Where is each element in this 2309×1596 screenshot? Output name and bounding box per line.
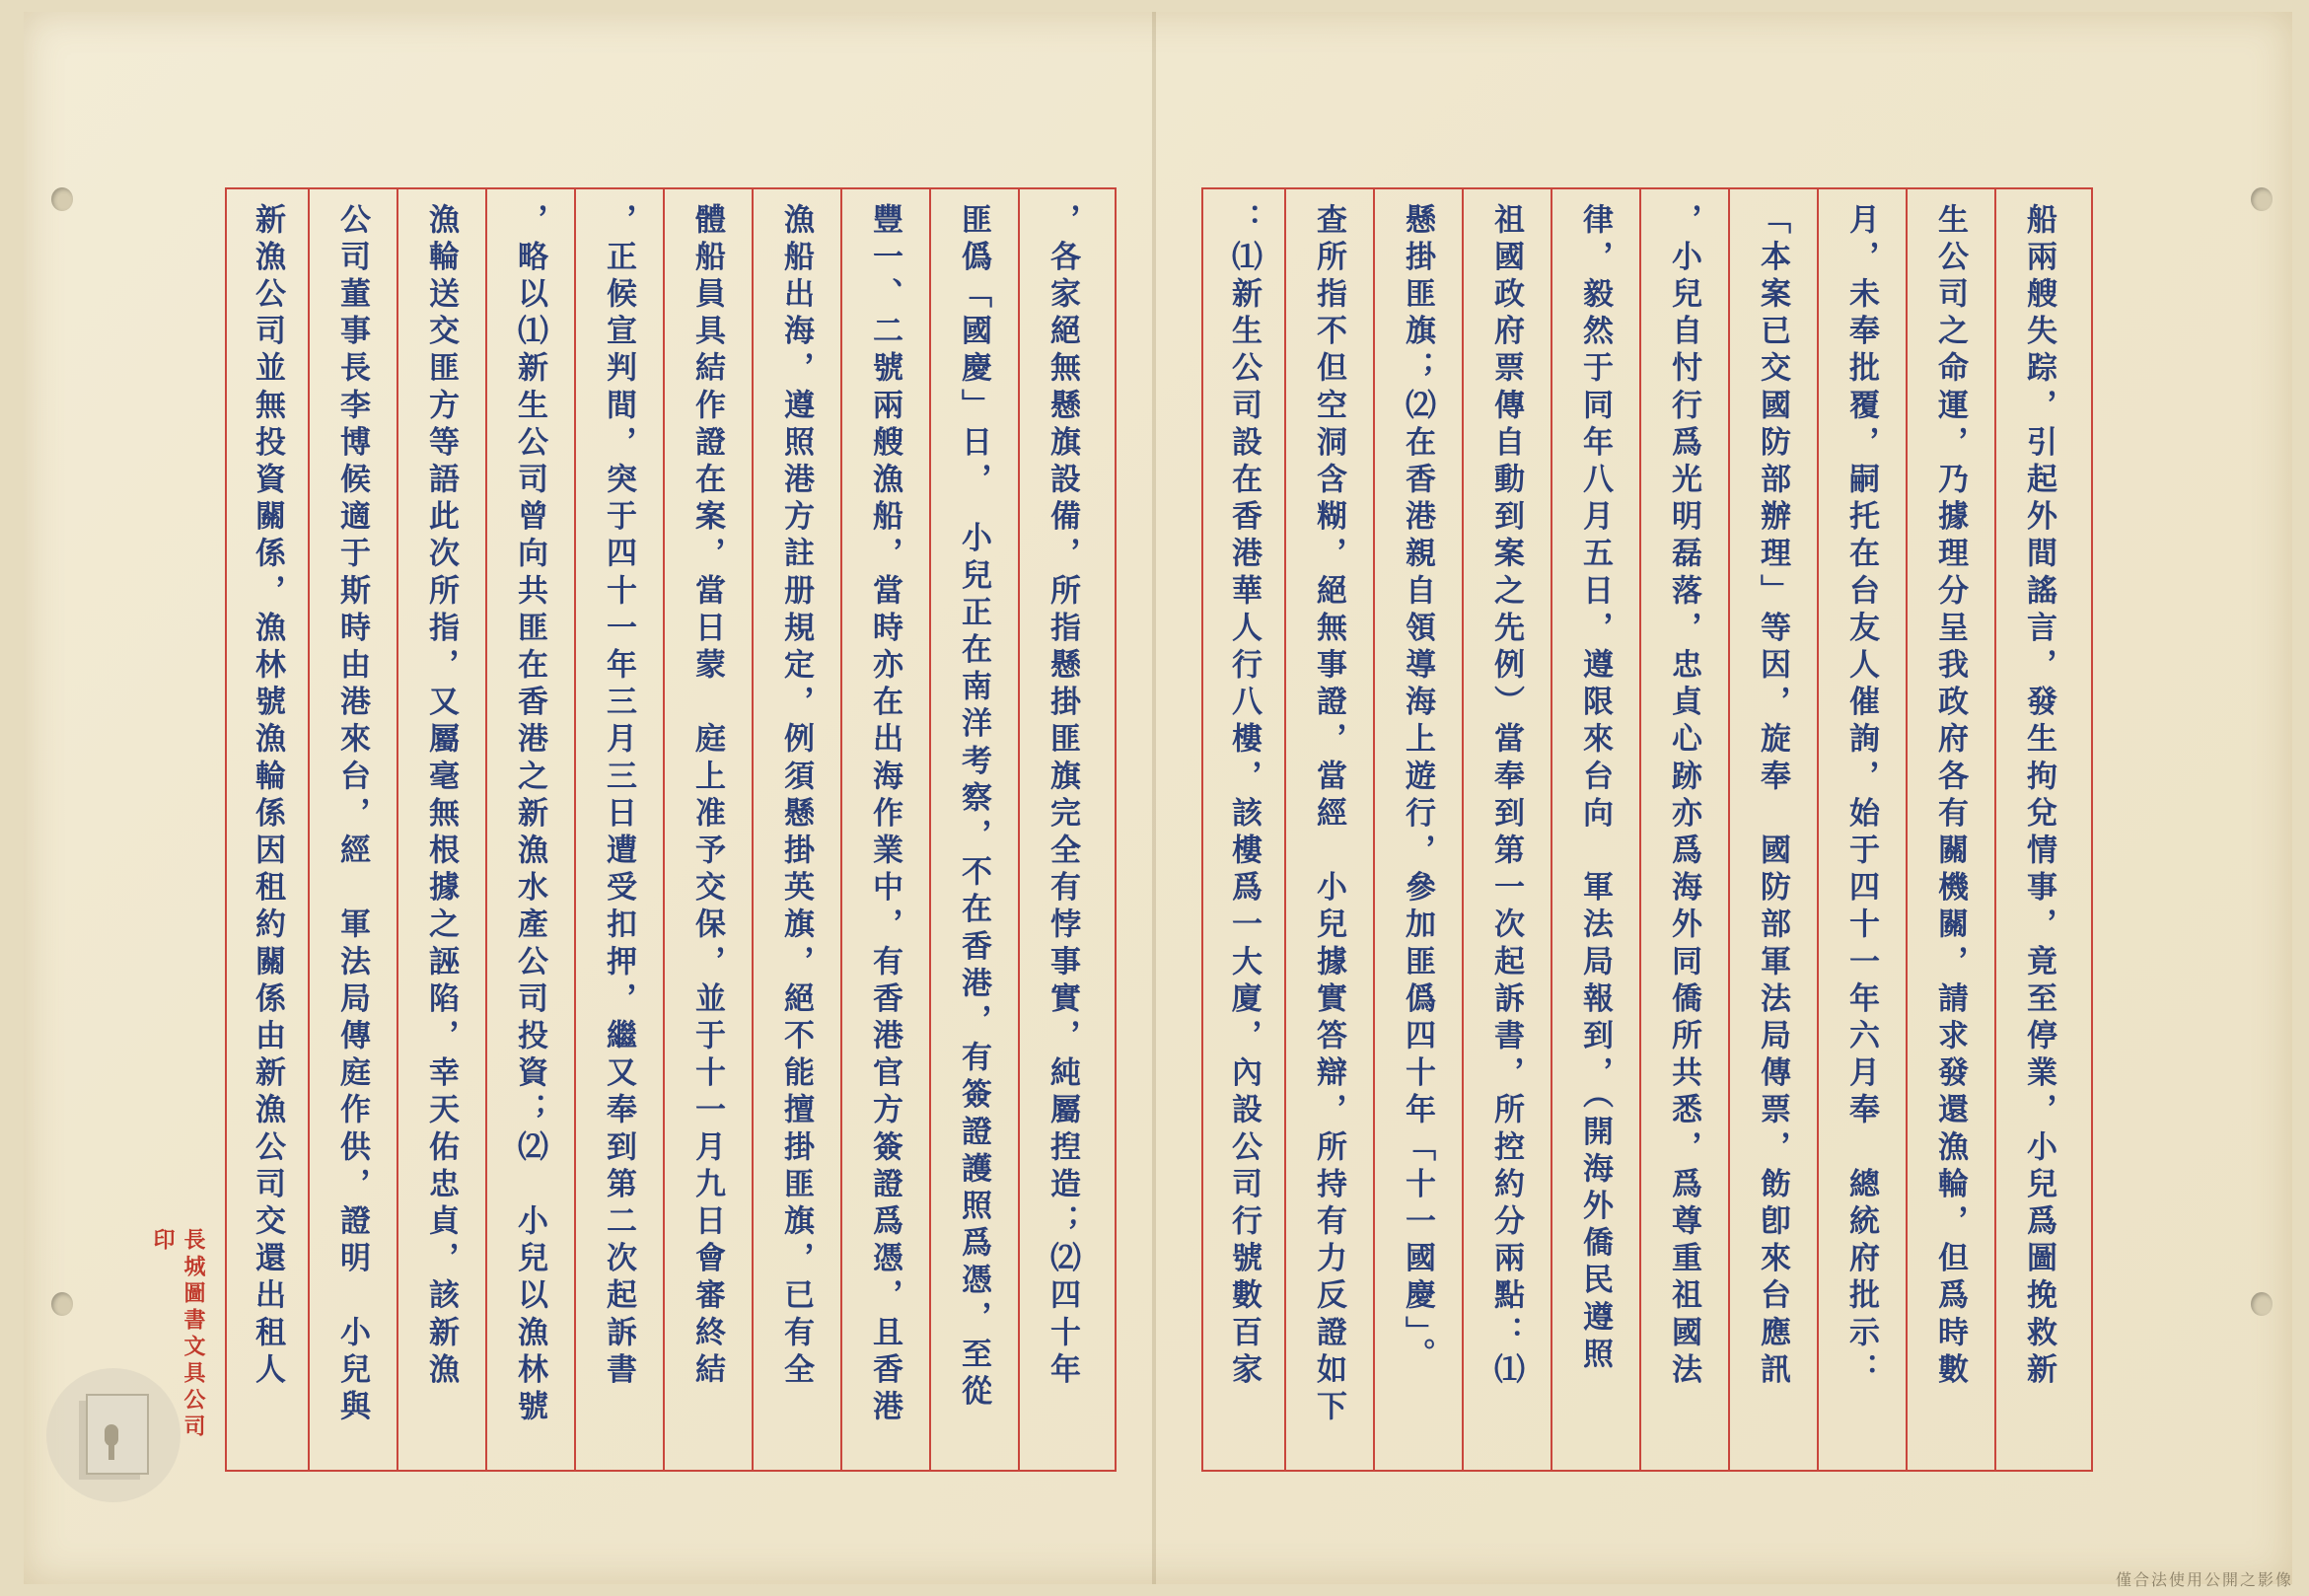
- center-fold: [1152, 12, 1156, 1584]
- punch-hole: [2251, 187, 2273, 211]
- library-logo-icon: [39, 1361, 187, 1509]
- right-page-column-2: 生公司之命運，乃據理分呈我政府各有關機關，請求發還漁輪，但爲時數: [1932, 203, 1968, 1391]
- left-page-column-9: 公司董事長李博候適于斯時由港來台，經 軍法局傳庭作供，證明 小兒與: [334, 203, 370, 1427]
- left-page-column-10: 新漁公司並無投資關係，漁林號漁輪係因租約關係由新漁公司交還出租人: [250, 203, 285, 1391]
- right-page-column-9: 查所指不但空洞含糊，絕無事證，當經 小兒據實答辯，所持有力反證如下: [1311, 203, 1346, 1427]
- right-page-column-6: 律，毅然于同年八月五日，遵限來台向 軍法局報到，（開海外僑民遵照: [1577, 203, 1613, 1375]
- right-page-column-4: 「本案已交國防部辦理」等因，旋奉 國防部軍法局傳票，飭卽來台應訊: [1755, 203, 1790, 1391]
- left-page-column-5: 體船員具結作證在案，當日蒙 庭上准予交保，並于十一月九日會審終結: [689, 203, 725, 1391]
- left-page-column-1: ，各家絕無懸旗設備，所指懸掛匪旗完全有悖事實，純屬揑造；⑵四十年: [1045, 203, 1080, 1391]
- left-page-column-3: 豐一、二號兩艘漁船，當時亦在出海作業中，有香港官方簽證爲憑，且香港: [867, 203, 902, 1427]
- right-page-column-5: ，小兒自忖行爲光明磊落，忠貞心跡亦爲海外同僑所共悉，爲尊重祖國法: [1666, 203, 1701, 1391]
- right-page-column-8: 懸掛匪旗；⑵在香港親自領導海上遊行，參加匪僞四十年「十一國慶」。: [1400, 203, 1435, 1375]
- punch-hole: [51, 187, 73, 211]
- left-page-column-2: 匪僞「國慶」日， 小兒正在南洋考察，不在香港，有簽證護照爲憑，至從: [956, 203, 991, 1413]
- footer-note: 僅合法使用公開之影像: [2115, 1570, 2293, 1589]
- right-page-column-3: 月，未奉批覆，嗣托在台友人催詢，始于四十一年六月奉 總統府批示：: [1843, 203, 1879, 1391]
- right-page-column-7: 祖國政府票傳自動到案之先例）當奉到第一次起訴書，所控約分兩點：⑴: [1488, 203, 1524, 1391]
- right-page-column-10: ：⑴新生公司設在香港華人行八樓，該樓爲一大廈，內設公司行號數百家: [1226, 203, 1262, 1391]
- right-page-column-1: 船兩艘失踪，引起外間謠言，發生拘兌情事，竟至停業，小兒爲圖挽救新: [2021, 203, 2056, 1391]
- left-page-column-4: 漁船出海，遵照港方註册規定，例須懸掛英旗，絕不能擅掛匪旗，已有全: [778, 203, 814, 1391]
- right-page-frame: [1201, 187, 2093, 1472]
- left-page-column-7: ，略以⑴新生公司曾向共匪在香港之新漁水產公司投資；⑵ 小兒以漁林號: [512, 203, 547, 1427]
- punch-hole: [2251, 1292, 2273, 1316]
- left-page-column-8: 漁輪送交匪方等語此次所指，又屬毫無根據之誣陷，幸天佑忠貞，該新漁: [423, 203, 459, 1391]
- stationery-maker-stamp: 長城圖書文具公司印: [150, 1228, 206, 1441]
- left-page-column-6: ，正候宣判間，突于四十一年三月三日遭受扣押，繼又奉到第二次起訴書: [601, 203, 636, 1391]
- punch-hole: [51, 1292, 73, 1316]
- left-page-frame: [225, 187, 1117, 1472]
